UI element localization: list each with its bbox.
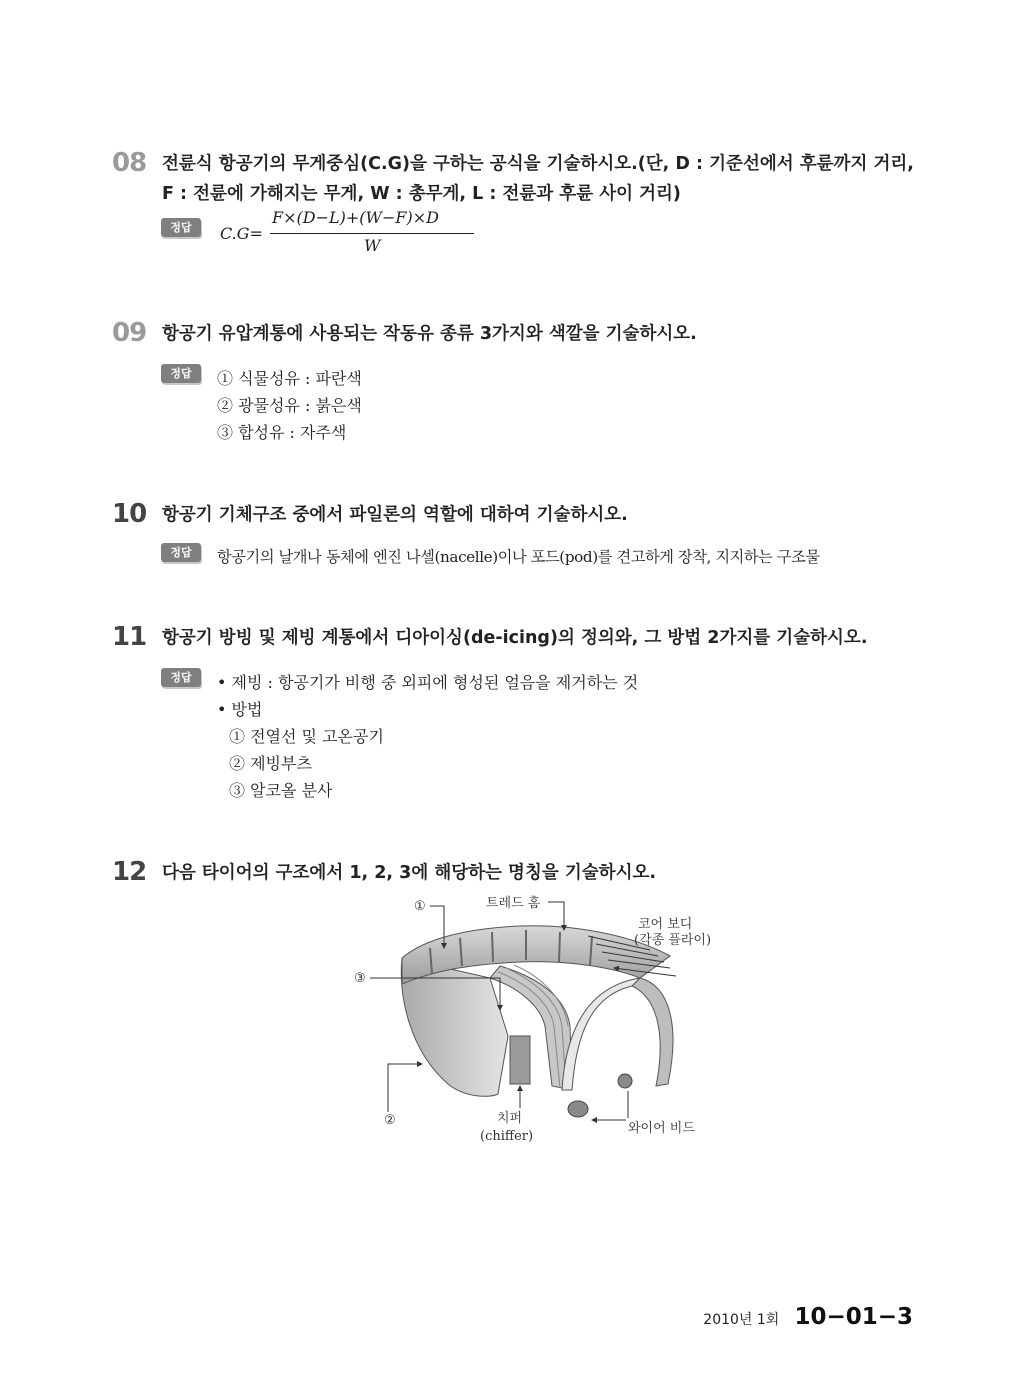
leader-line-2 <box>388 1064 422 1112</box>
question-number: 09 <box>112 318 147 348</box>
answer-item: ② 제빙부츠 <box>229 754 312 773</box>
formula-lhs: C.G= <box>220 224 263 243</box>
tire-carcass <box>632 978 673 1086</box>
answer-text: 항공기의 날개나 동체에 엔진 나셀(nacelle)이나 포드(pod)를 견고하게 장착, 지지하는 구조물 <box>217 548 820 566</box>
question-text: 항공기 기체구조 중에서 파일론의 역할에 대하여 기술하시오. <box>162 505 628 525</box>
question-08 <box>112 148 932 268</box>
answer-item: ① 식물성유 : 파란색 <box>217 369 362 388</box>
question-11 <box>112 622 932 812</box>
answer-item: ③ 알코올 분사 <box>229 781 333 800</box>
tire-liner <box>562 978 640 1090</box>
page-number: 10−01−3 <box>794 1304 913 1330</box>
question-number: 08 <box>112 148 147 178</box>
answer-badge: 정답 <box>161 364 201 383</box>
figure-label-tread-groove: 트레드 홈 <box>486 896 541 911</box>
figure-label-1: ① <box>414 899 426 914</box>
page-footer <box>703 1304 913 1330</box>
answer-badge: 정답 <box>161 543 201 562</box>
answer-list <box>217 669 638 804</box>
question-text: 다음 타이어의 구조에서 1, 2, 3에 해당하는 명칭을 기술하시오. <box>162 863 657 883</box>
question-text: 항공기 방빙 및 제빙 계통에서 디아이싱(de-icing)의 정의와, 그 방법 2가지를 기술하시오. <box>162 628 868 648</box>
answer-list <box>217 365 362 446</box>
question-09 <box>112 318 932 458</box>
question-number: 10 <box>112 499 147 529</box>
figure-label-chafer-sub: (chiffer) <box>480 1129 534 1144</box>
question-text: 항공기 유압계통에 사용되는 작동유 종류 3가지와 색깔을 기술하시오. <box>162 324 697 344</box>
leader-line-wire-bead <box>592 1091 628 1120</box>
figure-label-chafer: 치퍼 <box>497 1111 523 1126</box>
answer-item: ② 광물성유 : 붉은색 <box>217 396 362 415</box>
answer-item: • 제빙 : 항공기가 비행 중 외피에 형성된 얼음을 제거하는 것 <box>217 673 639 692</box>
question-line: 전륜식 항공기의 무게중심(C.G)을 구하는 공식을 기술하시오.(단, D : 기준선에서 후륜까지 거리, <box>162 154 914 174</box>
figure-label-2: ② <box>384 1113 396 1128</box>
question-number: 12 <box>112 857 147 887</box>
answer-item: • 방법 <box>217 700 263 719</box>
answer-item: ① 전열선 및 고온공기 <box>229 727 384 746</box>
question-text <box>162 149 932 209</box>
answer-badge: 정답 <box>161 668 201 687</box>
wire-bead <box>568 1101 588 1117</box>
question-10 <box>112 499 932 579</box>
fraction-bar <box>270 233 474 234</box>
tire-structure-figure <box>340 886 740 1156</box>
answer-badge: 정답 <box>161 218 201 237</box>
chafer-strip <box>510 1036 530 1084</box>
figure-label-core-body: 코어 보디 <box>638 917 693 932</box>
figure-label-wire-bead: 와이어 비드 <box>628 1121 695 1136</box>
question-number: 11 <box>112 622 147 652</box>
figure-label-core-body-sub: (각종 플라이) <box>634 933 712 948</box>
figure-label-3: ③ <box>354 971 366 986</box>
question-line: F : 전륜에 가해지는 무게, W : 총무게, L : 전륜과 후륜 사이 거리) <box>162 184 681 204</box>
wire-bead <box>618 1074 632 1088</box>
answer-item: ③ 합성유 : 자주색 <box>217 423 347 442</box>
formula-numerator: F×(D−L)+(W−F)×D <box>272 208 439 227</box>
exam-edition: 2010년 1회 <box>703 1312 780 1328</box>
formula-denominator: W <box>364 236 381 255</box>
